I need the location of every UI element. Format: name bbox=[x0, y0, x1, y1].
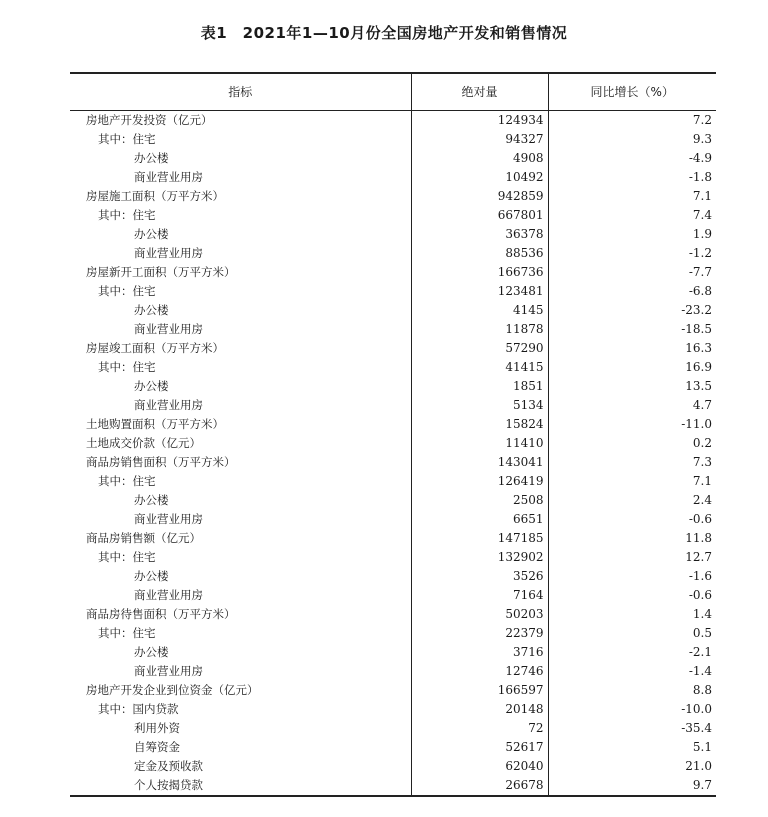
row-label: 房屋竣工面积（万平方米） bbox=[86, 340, 224, 355]
row-label: 利用外资 bbox=[134, 720, 180, 735]
row-absolute-value: 667801 bbox=[411, 206, 548, 225]
row-label: 商品房销售额（亿元） bbox=[86, 530, 201, 545]
table-header bbox=[70, 73, 716, 110]
row-absolute-value: 15824 bbox=[411, 415, 548, 434]
table-row bbox=[70, 358, 716, 377]
table-row bbox=[70, 396, 716, 415]
row-absolute-value: 3716 bbox=[411, 643, 548, 662]
table-row bbox=[70, 586, 716, 605]
row-label: 其中：住宅 bbox=[98, 473, 156, 488]
row-absolute-value: 4145 bbox=[411, 301, 548, 320]
row-absolute-value: 132902 bbox=[411, 548, 548, 567]
row-label: 商业营业用房 bbox=[134, 245, 203, 260]
header-growth: 同比增长（%） bbox=[548, 73, 716, 110]
table-row bbox=[70, 548, 716, 567]
row-label: 其中：国内贷款 bbox=[98, 701, 179, 716]
table-row bbox=[70, 681, 716, 700]
table-row bbox=[70, 415, 716, 434]
row-label: 办公楼 bbox=[134, 150, 169, 165]
row-growth-value: -23.2 bbox=[548, 301, 716, 320]
row-label: 其中：住宅 bbox=[98, 359, 156, 374]
row-absolute-value: 942859 bbox=[411, 187, 548, 206]
table-row bbox=[70, 110, 716, 130]
row-absolute-value: 5134 bbox=[411, 396, 548, 415]
row-label: 商业营业用房 bbox=[134, 663, 203, 678]
row-growth-value: 7.2 bbox=[548, 110, 716, 130]
row-absolute-value: 52617 bbox=[411, 738, 548, 757]
row-label: 办公楼 bbox=[134, 226, 169, 241]
row-absolute-value: 94327 bbox=[411, 130, 548, 149]
row-growth-value: 9.3 bbox=[548, 130, 716, 149]
row-label: 办公楼 bbox=[134, 644, 169, 659]
row-growth-value: -0.6 bbox=[548, 510, 716, 529]
table-row bbox=[70, 757, 716, 776]
row-growth-value: -2.1 bbox=[548, 643, 716, 662]
row-label: 商业营业用房 bbox=[134, 587, 203, 602]
row-label: 商品房销售面积（万平方米） bbox=[86, 454, 236, 469]
row-growth-value: 13.5 bbox=[548, 377, 716, 396]
row-growth-value: 7.1 bbox=[548, 472, 716, 491]
row-label: 办公楼 bbox=[134, 568, 169, 583]
table-row bbox=[70, 149, 716, 168]
row-absolute-value: 6651 bbox=[411, 510, 548, 529]
row-absolute-value: 4908 bbox=[411, 149, 548, 168]
table-row bbox=[70, 206, 716, 225]
table-row bbox=[70, 776, 716, 796]
row-absolute-value: 124934 bbox=[411, 110, 548, 130]
row-growth-value: -6.8 bbox=[548, 282, 716, 301]
table-title: 表1 2021年1—10月份全国房地产开发和销售情况 bbox=[200, 24, 568, 42]
table-body bbox=[70, 110, 716, 796]
table-row bbox=[70, 282, 716, 301]
row-growth-value: 2.4 bbox=[548, 491, 716, 510]
row-growth-value: 1.4 bbox=[548, 605, 716, 624]
row-growth-value: -4.9 bbox=[548, 149, 716, 168]
table-row bbox=[70, 301, 716, 320]
table-row bbox=[70, 453, 716, 472]
row-growth-value: -1.6 bbox=[548, 567, 716, 586]
row-absolute-value: 26678 bbox=[411, 776, 548, 796]
row-label: 商业营业用房 bbox=[134, 169, 203, 184]
table-row bbox=[70, 700, 716, 719]
table-row bbox=[70, 263, 716, 282]
row-absolute-value: 166597 bbox=[411, 681, 548, 700]
row-label: 办公楼 bbox=[134, 492, 169, 507]
row-absolute-value: 62040 bbox=[411, 757, 548, 776]
row-label: 房地产开发企业到位资金（亿元） bbox=[86, 682, 259, 697]
row-growth-value: 16.3 bbox=[548, 339, 716, 358]
table-row bbox=[70, 662, 716, 681]
table-row bbox=[70, 510, 716, 529]
row-label: 商业营业用房 bbox=[134, 511, 203, 526]
table-row bbox=[70, 339, 716, 358]
table-row bbox=[70, 377, 716, 396]
row-growth-value: 0.5 bbox=[548, 624, 716, 643]
row-growth-value: 4.7 bbox=[548, 396, 716, 415]
row-label: 其中：住宅 bbox=[98, 625, 156, 640]
row-growth-value: -35.4 bbox=[548, 719, 716, 738]
row-growth-value: 7.1 bbox=[548, 187, 716, 206]
row-label: 其中：住宅 bbox=[98, 131, 156, 146]
table-row bbox=[70, 491, 716, 510]
row-label: 定金及预收款 bbox=[134, 758, 203, 773]
row-growth-value: -18.5 bbox=[548, 320, 716, 339]
header-indicator: 指标 bbox=[70, 73, 411, 110]
row-growth-value: 7.4 bbox=[548, 206, 716, 225]
table-row bbox=[70, 567, 716, 586]
row-absolute-value: 10492 bbox=[411, 168, 548, 187]
row-label: 其中：住宅 bbox=[98, 549, 156, 564]
row-absolute-value: 88536 bbox=[411, 244, 548, 263]
row-label: 土地购置面积（万平方米） bbox=[86, 416, 224, 431]
row-label: 办公楼 bbox=[134, 302, 169, 317]
row-absolute-value: 3526 bbox=[411, 567, 548, 586]
header-absolute: 绝对量 bbox=[411, 73, 548, 110]
row-label: 办公楼 bbox=[134, 378, 169, 393]
row-growth-value: 1.9 bbox=[548, 225, 716, 244]
row-absolute-value: 2508 bbox=[411, 491, 548, 510]
row-growth-value: 12.7 bbox=[548, 548, 716, 567]
row-absolute-value: 123481 bbox=[411, 282, 548, 301]
row-label: 商业营业用房 bbox=[134, 397, 203, 412]
row-label: 其中：住宅 bbox=[98, 207, 156, 222]
row-label: 其中：住宅 bbox=[98, 283, 156, 298]
row-label: 个人按揭贷款 bbox=[70, 776, 411, 796]
row-label: 商业营业用房 bbox=[134, 321, 203, 336]
table-row bbox=[70, 738, 716, 757]
row-absolute-value: 166736 bbox=[411, 263, 548, 282]
table-row bbox=[70, 130, 716, 149]
table-row bbox=[70, 320, 716, 339]
table-row bbox=[70, 225, 716, 244]
table-row bbox=[70, 472, 716, 491]
row-absolute-value: 11878 bbox=[411, 320, 548, 339]
row-growth-value: 7.3 bbox=[548, 453, 716, 472]
row-growth-value: 8.8 bbox=[548, 681, 716, 700]
row-absolute-value: 36378 bbox=[411, 225, 548, 244]
row-growth-value: -7.7 bbox=[548, 263, 716, 282]
row-growth-value: 5.1 bbox=[548, 738, 716, 757]
row-growth-value: 0.2 bbox=[548, 434, 716, 453]
row-growth-value: -0.6 bbox=[548, 586, 716, 605]
row-label: 自筹资金 bbox=[134, 739, 180, 754]
table-row bbox=[70, 168, 716, 187]
row-growth-value: 16.9 bbox=[548, 358, 716, 377]
row-growth-value: -1.2 bbox=[548, 244, 716, 263]
row-absolute-value: 20148 bbox=[411, 700, 548, 719]
row-absolute-value: 147185 bbox=[411, 529, 548, 548]
row-absolute-value: 72 bbox=[411, 719, 548, 738]
data-table bbox=[70, 72, 716, 797]
row-label: 商品房待售面积（万平方米） bbox=[86, 606, 236, 621]
row-growth-value: -10.0 bbox=[548, 700, 716, 719]
table-row bbox=[70, 187, 716, 206]
table-row bbox=[70, 624, 716, 643]
row-absolute-value: 126419 bbox=[411, 472, 548, 491]
row-growth-value: 11.8 bbox=[548, 529, 716, 548]
row-growth-value: -1.4 bbox=[548, 662, 716, 681]
header-row bbox=[70, 73, 716, 110]
table-row bbox=[70, 719, 716, 738]
row-absolute-value: 57290 bbox=[411, 339, 548, 358]
table-row bbox=[70, 244, 716, 263]
row-absolute-value: 22379 bbox=[411, 624, 548, 643]
row-absolute-value: 50203 bbox=[411, 605, 548, 624]
row-absolute-value: 41415 bbox=[411, 358, 548, 377]
row-growth-value: -11.0 bbox=[548, 415, 716, 434]
row-label: 房屋新开工面积（万平方米） bbox=[86, 264, 236, 279]
row-absolute-value: 7164 bbox=[411, 586, 548, 605]
table-row bbox=[70, 643, 716, 662]
row-absolute-value: 143041 bbox=[411, 453, 548, 472]
row-label: 土地成交价款（亿元） bbox=[86, 435, 201, 450]
table-row bbox=[70, 529, 716, 548]
row-label: 房地产开发投资（亿元） bbox=[86, 112, 213, 127]
row-absolute-value: 11410 bbox=[411, 434, 548, 453]
table-row bbox=[70, 434, 716, 453]
row-growth-value: 9.7 bbox=[548, 776, 716, 796]
row-label: 房屋施工面积（万平方米） bbox=[86, 188, 224, 203]
table-row bbox=[70, 605, 716, 624]
row-growth-value: -1.8 bbox=[548, 168, 716, 187]
row-absolute-value: 12746 bbox=[411, 662, 548, 681]
row-absolute-value: 1851 bbox=[411, 377, 548, 396]
row-growth-value: 21.0 bbox=[548, 757, 716, 776]
